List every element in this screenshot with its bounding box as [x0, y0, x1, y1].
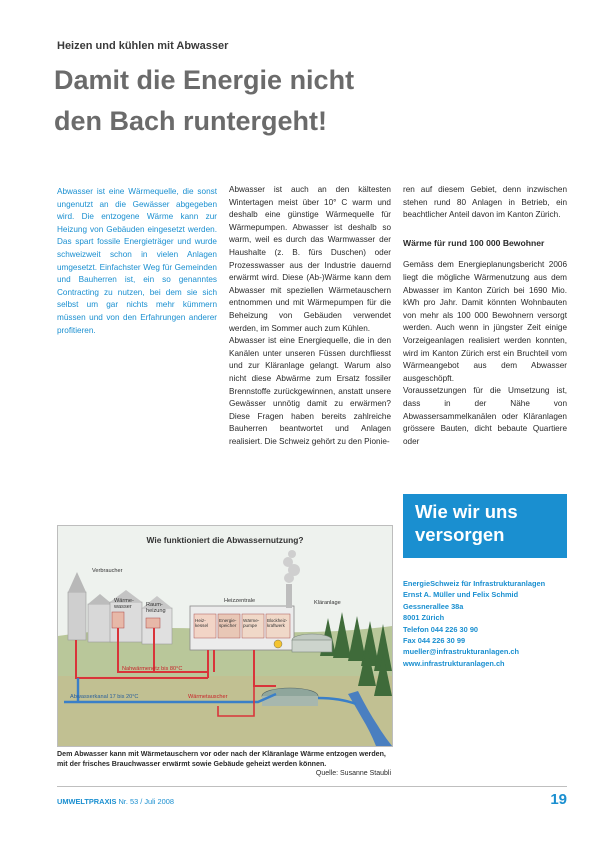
house-1: [88, 604, 112, 642]
infographic-figure: [57, 525, 393, 747]
contact-phone: Telefon 044 226 30 90: [403, 624, 479, 634]
article-headline: [54, 60, 474, 142]
label-blockheizkraftwerk-1: Blockheiz-: [267, 618, 288, 623]
label-waermetauscher: Wärmetauscher: [188, 694, 228, 700]
section-subhead: Wärme für rund 100 000 Bewohner: [403, 237, 545, 248]
article-lead: Abwasser ist eine Wärmequelle, die sonst ungenutzt an die Gewässer abgegeben wird. Die entzogene Wärme kann zur Heizung von Gebäuden eingesetzt werden. Das spart fossile Energieträger und wurde schweizweit schon in vielen Anlagen umgesetzt. Einfachster Weg für Gemeinden und Bauherren ist, ein so genanntes Contracting zu nutzen, bei dem sie sich selbst um gar nichts mehr kümmern müssen und von den Erfahrungen anderer profitieren.: [57, 187, 217, 335]
paragraph: ren auf diesem Gebiet, denn inzwischen stehen rund 80 Anlagen in Betrieb, ein beachtlicher Anteil davon im Kanton Zürich.: [403, 185, 567, 220]
label-heizkessel-2: kessel: [195, 623, 209, 628]
label-waermepumpe-2: pumpe: [243, 623, 258, 628]
warning-icon: [274, 640, 282, 648]
chimney: [286, 584, 292, 608]
infobox-contact: [403, 578, 573, 669]
label-abwasserkanal: Abwasserkanal 17 bis 20°C: [70, 694, 139, 700]
label-blockheizkraftwerk-2: kraftwerk: [267, 623, 285, 628]
infographic-drawing: [58, 526, 392, 746]
article-column-2: [229, 184, 391, 448]
contact-city: 8001 Zürich: [403, 613, 445, 623]
infobox-title: Wie wir uns versorgen: [415, 501, 518, 545]
magazine-name: UMWELTPRAXIS: [57, 797, 117, 806]
issue-info: Nr. 53 / Juli 2008: [118, 797, 174, 806]
label-raumheizung-1: Raum-: [146, 602, 163, 608]
klaeranlage-tank: [292, 640, 332, 652]
label-waermepumpe-1: Wärme-: [243, 618, 260, 623]
label-raumheizung-2: heizung: [146, 608, 166, 614]
headline-line-1: Damit die Energie nicht: [54, 65, 355, 95]
label-energiespeicher-1: Energie-: [219, 618, 237, 623]
footer-rule: [57, 786, 567, 787]
church: [68, 592, 86, 640]
label-waermewasser-2: wasser: [114, 604, 132, 610]
label-waermewasser-1: Wärme-: [114, 598, 134, 604]
figure-title: Wie funktioniert die Abwassernutzung?: [146, 535, 304, 545]
article-kicker: Heizen und kühlen mit Abwasser: [57, 40, 229, 52]
label-heizkessel-1: Heiz-: [195, 618, 206, 623]
article-column-3: [403, 184, 567, 448]
contact-email-link[interactable]: mueller@infrastrukturanlagen.ch: [403, 647, 520, 657]
label-heizzentrale: Heizzentrale: [224, 598, 256, 604]
label-nahwaermenetz: Nahwärmenetz bis 80°C: [122, 666, 183, 672]
contact-website-link[interactable]: www.infrastrukturanlagen.ch: [403, 658, 505, 668]
waermewasser-box: [112, 612, 124, 628]
label-energiespeicher-2: speicher: [219, 623, 237, 628]
label-verbraucher: Verbraucher: [92, 568, 123, 574]
contact-persons: Ernst A. Müller und Felix Schmid: [403, 590, 519, 600]
headline-line-2: den Bach runtergeht!: [54, 106, 328, 136]
paragraph: Gemäss dem Energieplanungsbericht 2006 liegt die mögliche Wärmenutzung aus dem Abwasser im Kanton Zürich bei 1690 Mio. kWh pro Jahr. Damit könnten Wohnbauten von mehr als 100 000 Bewohnern versorgt werden. Auch wenn in jüngster Zeit einige Vorzeigeanlagen realisiert werden konnten, wird im Kanton Zürich erst ein Bruchteil vom Wärmeangebot aus dem Abwasser ausgeschöpft.: [403, 260, 567, 383]
label-klaeranlage: Kläranlage: [314, 600, 341, 606]
raumheizung-box: [146, 618, 160, 628]
page-number: 19: [550, 791, 567, 808]
infobox-header: [403, 494, 567, 558]
underground: [58, 676, 392, 746]
contact-organisation: EnergieSchweiz für Infrastrukturanlagen: [403, 579, 546, 588]
figure-source: Quelle: Susanne Staubli: [315, 770, 391, 777]
paragraph: Abwasser ist auch an den kältesten Wintertagen meist über 10° C warm und deshalb eine günstige Wärmequelle für Wärmepumpen. Abwasser ist deshalb so warm, weil es durch das Warmwasser der Haushalte (z. B. fürs Duschen) oder Prozesswasser aus der Industrie dauernd erwärmt wird. Diese (Ab-)Wärme kann dem Abwasser mit speziellen Wärmetauschern entnommen und mit Wärmepumpen für die Beheizung von Gebäuden verwendet werden, im Sommer auch zum Kühlen.: [229, 185, 391, 333]
paragraph: Abwasser ist eine Energiequelle, die in den Kanälen unter unseren Füssen durchfliesst und zur Kläranlage gelangt. Warum also nicht diese Abwärme zum Ersatz fossiler Brennstoffe zurückgewinnen, anstatt unsere Gewässer unnötig damit zu erwärmen? Diese Fragen haben bereits zahlreiche Bauherren beantwortet und Anlagen realisiert. Die Schweiz gehört zu den Pionie-: [229, 336, 391, 446]
paragraph: Voraussetzungen für die Umsetzung ist, dass in der Nähe von Abwassersammelkanälen oder Kläranlagen grössere Bauten, dicht bebaute Quartiere oder: [403, 386, 567, 446]
figure-caption: Dem Abwasser kann mit Wärmetauschern vor oder nach der Kläranlage Wärme entzogen werden, mit der frisches Brauchwasser erwärmt sowie Gebäude geheizt werden können.: [57, 750, 386, 768]
contact-street: Gessnerallee 38a: [403, 601, 464, 611]
contact-fax: Fax 044 226 30 99: [403, 636, 466, 646]
footer-publication: [57, 797, 174, 806]
